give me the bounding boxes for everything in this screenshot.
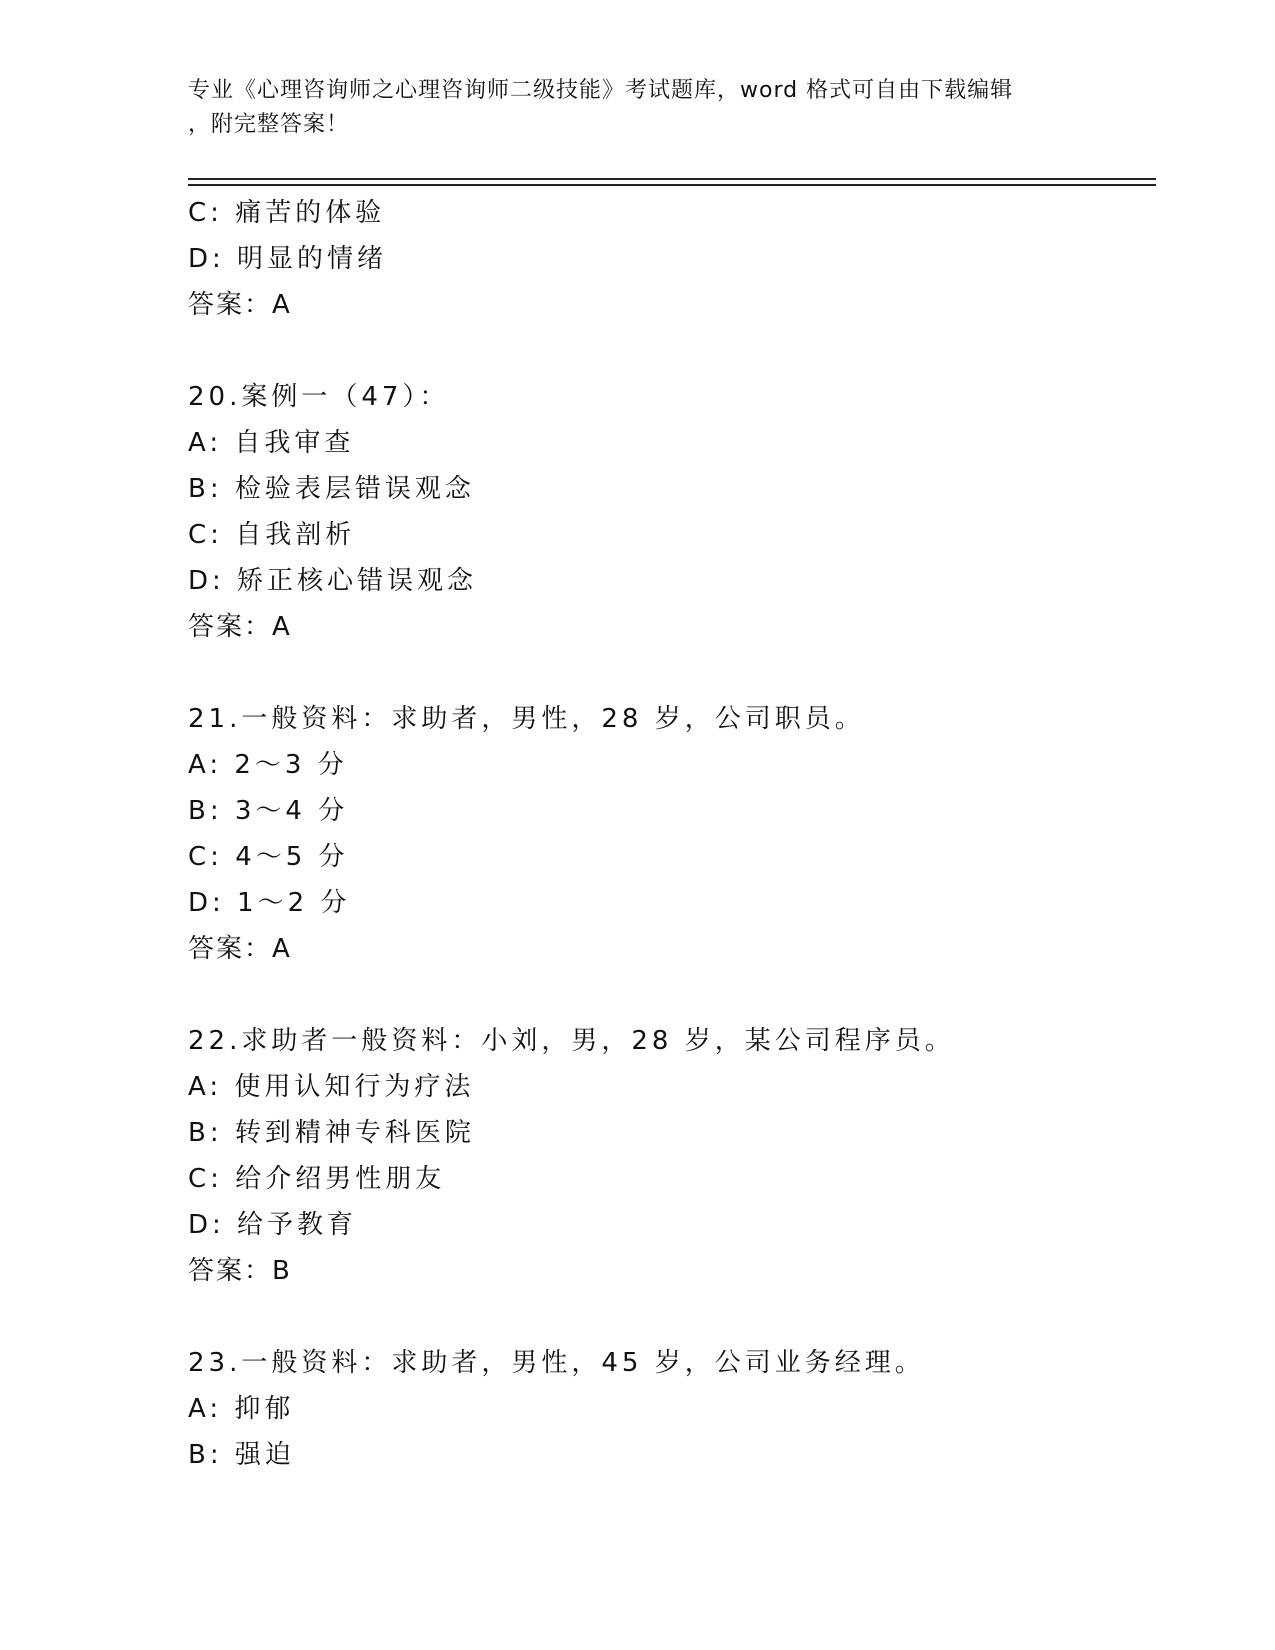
option-text: 2～3 分: [234, 750, 348, 780]
option-b: [188, 788, 1148, 834]
option-text: 1～2 分: [237, 888, 351, 918]
option-label: C:: [188, 198, 223, 228]
option-text: 矫正核心错误观念: [237, 566, 478, 596]
question-22: [188, 1018, 1148, 1294]
answer-line: 答案：B: [188, 1256, 292, 1286]
option-text: 3～4 分: [234, 796, 349, 826]
spacer: [188, 328, 1148, 374]
option-text: 强迫: [234, 1440, 295, 1470]
answer-line: 答案：A: [188, 934, 292, 964]
question-title: 21.一般资料：求助者，男性，28 岁，公司职员。: [188, 704, 865, 734]
option-label: D:: [188, 244, 225, 274]
option-label: A:: [188, 750, 223, 780]
option-d: [188, 880, 1148, 926]
question-partial: [188, 190, 1148, 328]
spacer: [188, 650, 1148, 696]
option-label: D:: [188, 1210, 225, 1240]
header-divider-bottom: [188, 184, 1156, 186]
option-c: [188, 834, 1148, 880]
option-label: B:: [188, 796, 223, 826]
answer-line: 答案：A: [188, 290, 292, 320]
option-c: [188, 512, 1148, 558]
header-divider-top: [188, 178, 1156, 180]
option-text: 转到精神专科医院: [234, 1118, 475, 1148]
option-label: B:: [188, 1118, 223, 1148]
option-text: 给介绍男性朋友: [235, 1164, 446, 1194]
document-header: [188, 74, 1088, 142]
option-c: [188, 190, 1148, 236]
question-title: 23.一般资料：求助者，男性，45 岁，公司业务经理。: [188, 1348, 925, 1378]
option-text: 自我剖析: [235, 520, 356, 550]
option-a: [188, 1064, 1148, 1110]
option-text: 痛苦的体验: [235, 198, 386, 228]
question-21: [188, 696, 1148, 972]
option-b: [188, 1110, 1148, 1156]
option-label: D:: [188, 566, 225, 596]
option-label: A:: [188, 428, 223, 458]
option-text: 使用认知行为疗法: [234, 1072, 475, 1102]
option-label: B:: [188, 1440, 223, 1470]
header-line-1: 专业《心理咨询师之心理咨询师二级技能》考试题库，word 格式可自由下载编辑: [188, 78, 1014, 103]
question-20: [188, 374, 1148, 650]
option-d: [188, 1202, 1148, 1248]
option-text: 给予教育: [237, 1210, 358, 1240]
option-c: [188, 1156, 1148, 1202]
spacer: [188, 972, 1148, 1018]
header-line-2: ，附完整答案！: [188, 112, 350, 137]
option-a: [188, 1386, 1148, 1432]
option-label: A:: [188, 1072, 223, 1102]
question-23: [188, 1340, 1148, 1478]
option-label: C:: [188, 842, 223, 872]
option-label: B:: [188, 474, 223, 504]
option-d: [188, 236, 1148, 282]
option-b: [188, 466, 1148, 512]
option-text: 4～5 分: [235, 842, 349, 872]
question-title: 20.案例一（47）：: [188, 382, 450, 412]
option-label: A:: [188, 1394, 223, 1424]
option-b: [188, 1432, 1148, 1478]
option-text: 明显的情绪: [237, 244, 388, 274]
option-text: 检验表层错误观念: [234, 474, 475, 504]
option-label: D:: [188, 888, 225, 918]
option-text: 抑郁: [234, 1394, 295, 1424]
question-list: [188, 190, 1148, 1478]
option-a: [188, 420, 1148, 466]
spacer: [188, 1294, 1148, 1340]
option-a: [188, 742, 1148, 788]
option-d: [188, 558, 1148, 604]
option-label: C:: [188, 1164, 223, 1194]
option-text: 自我审查: [234, 428, 355, 458]
option-label: C:: [188, 520, 223, 550]
question-title: 22.求助者一般资料：小刘，男，28 岁，某公司程序员。: [188, 1026, 955, 1056]
answer-line: 答案：A: [188, 612, 292, 642]
